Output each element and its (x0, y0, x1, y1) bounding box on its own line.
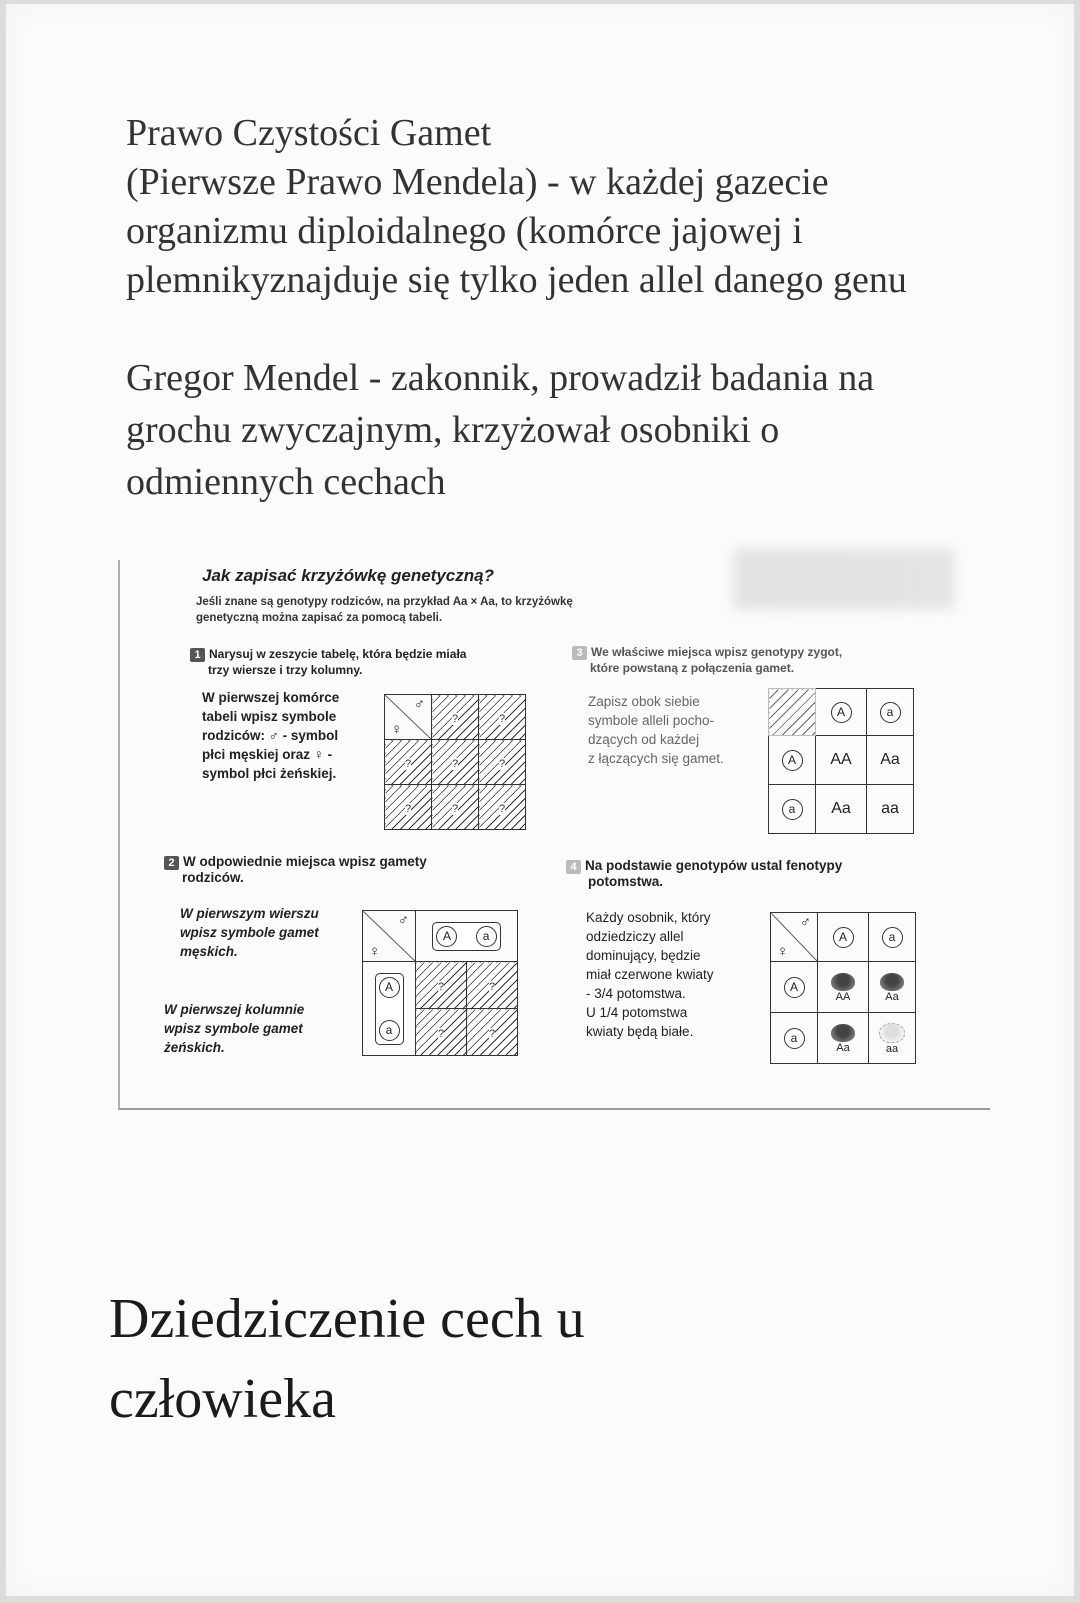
genotype-cell: AA (816, 736, 867, 785)
empty-punnett-grid: ♂ ♀ ? ? ? ? ? ? ? ? (384, 694, 526, 830)
step-2-instruction: 2 W odpowiednie miejsca wpisz gamety rodziców. (164, 854, 524, 886)
phenotype-cell: AA (818, 962, 869, 1013)
text-line: odmiennych cechach (126, 461, 446, 503)
female-gametes-box: $\frac{A}{a}$ (375, 973, 404, 1045)
step-3-instruction: 3 We właściwe miejsca wpisz genotypy zygot, które powstaną z połączenia gamet. (572, 644, 932, 676)
white-flower-icon (879, 1023, 905, 1043)
step-4-description: Każdy osobnik, który odziedziczy allel dominujący, będzie miał czerwone kwiaty - 3/4 potomstwa. U 1/4 potomstwa kwiaty będą białe. (586, 910, 714, 1039)
text-line: Gregor Mendel - zakonnik, prowadził badania na (126, 357, 875, 399)
clipping-intro: Jeśli znane są genotypy rodziców, na przykład Aa × Aa, to krzyżówkę genetyczną można zapisać za pomocą tabeli. (196, 596, 573, 624)
scanned-page (6, 4, 1074, 1596)
phenotype-cell: aa (869, 1013, 916, 1064)
gregor-mendel-paragraph (126, 352, 986, 508)
text-line: Prawo Czystości Gamet (126, 112, 492, 154)
text-line: człowieka (109, 1368, 336, 1430)
mendel-law-paragraph (126, 109, 986, 305)
step-number-badge: 1 (190, 648, 205, 662)
genotype-cell: Aa (816, 785, 867, 834)
male-gametes-box: A a (432, 922, 500, 951)
human-inheritance-heading (109, 1279, 809, 1439)
genotype-cell: aa (867, 785, 914, 834)
text-line: Dziedziczenie cech u (109, 1288, 585, 1350)
text-line: grochu zwyczajnym, krzyżował osobniki o (126, 409, 780, 451)
text-line: organizmu diploidalnego (komórce jajowej i (126, 210, 803, 252)
red-flower-icon (831, 973, 855, 991)
parent-symbol-cell: ♂ ♀ (771, 913, 818, 962)
text-line: plemnikyznajduje się tylko jeden allel danego genu (126, 259, 907, 301)
step-2-description-row: W pierwszym wierszu wpisz symbole gamet męskich. (180, 906, 319, 959)
gamete-punnett-grid: ♂ ♀ A a $\frac{A}{a}$ ? ? ? ? (362, 910, 518, 1056)
red-flower-icon (831, 1024, 855, 1042)
red-flower-icon (880, 973, 904, 991)
parent-symbol-cell: ♂ ♀ (385, 695, 432, 740)
genotype-cell: Aa (867, 736, 914, 785)
step-4-instruction: 4 Na podstawie genotypów ustal fenotypy potomstwa. (566, 858, 966, 890)
step-number-badge: 2 (164, 856, 179, 870)
phenotype-cell: Aa (818, 1013, 869, 1064)
clipping-title: Jak zapisać krzyżówkę genetyczną? (202, 566, 494, 585)
step-2-description-column: W pierwszej kolumnie wpisz symbole gamet żeńskich. (164, 1002, 305, 1055)
step-number-badge: 3 (572, 646, 587, 660)
phenotype-punnett-grid: ♂ ♀ A a A AA Aa a Aa aa (770, 912, 916, 1064)
step-3-description: Zapisz obok siebie symbole alleli pocho- dzących od każdej z łączących się gamet. (588, 694, 724, 766)
step-number-badge: 4 (566, 860, 581, 874)
genotype-punnett-grid: A a A AA Aa a Aa aa (768, 688, 914, 834)
textbook-clipping (118, 560, 990, 1110)
step-1-description: W pierwszej komórce tabeli wpisz symbole rodziców: ♂ - symbol płci męskiej oraz ♀ - symbol płci żeńskiej. (202, 690, 340, 781)
parent-symbol-cell: ♂ ♀ (363, 911, 416, 962)
text-line: (Pierwsze Prawo Mendela) - w każdej gazecie (126, 161, 829, 203)
phenotype-cell: Aa (869, 962, 916, 1013)
step-1-instruction: 1 Narysuj w zeszycie tabelę, która będzie miała trzy wiersze i trzy kolumny. (190, 646, 530, 678)
